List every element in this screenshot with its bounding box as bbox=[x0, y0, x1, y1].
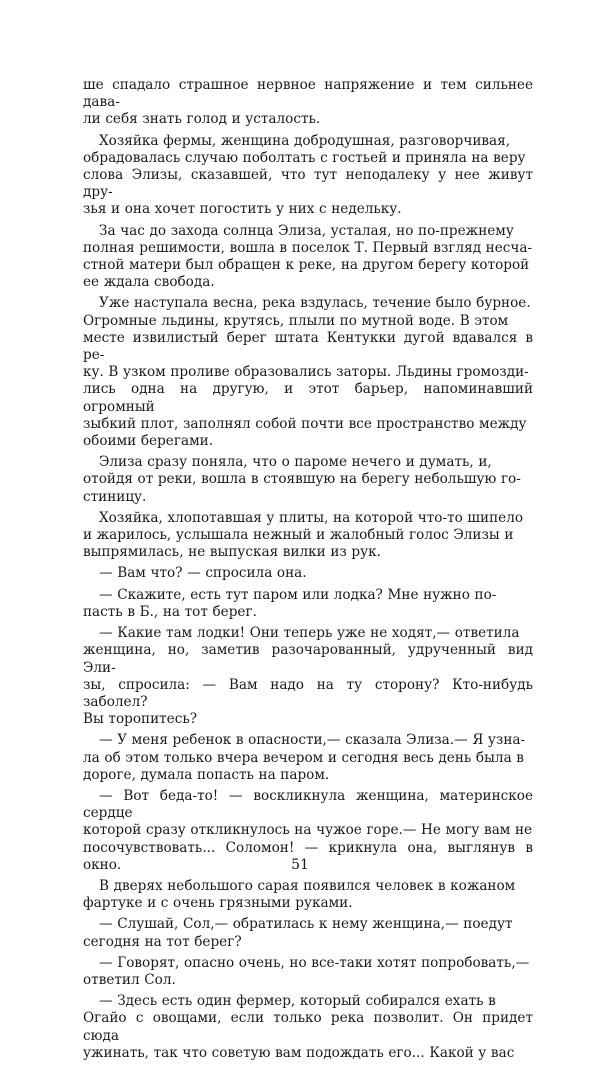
paragraph-7: — Вам что? — спросила она. bbox=[99, 565, 307, 582]
paragraph-1: ше спадало страшное нервное напряжение и тем сильнее дава- ли себя знать голод и усталость. bbox=[83, 77, 533, 128]
page-body bbox=[83, 77, 533, 1066]
paragraph-3: За час до захода солнца Элиза, усталая, но по-прежнему полная решимости, вошла в поселок Т. Первый взгляд несча- стной матери был обращен к реке, на другом берегу которой ее ждала свобода. bbox=[83, 222, 533, 291]
paragraph-9: — Какие там лодки! Они теперь уже не ходят,— ответила женщина, но, заметив разочарованный, удрученный вид Эли- зы, спросила: — Вам надо на ту сторону? Кто-нибудь заболел? Вы торопитесь? bbox=[83, 625, 533, 728]
paragraph-4: Уже наступала весна, река вздулась, течение было бурное. Огромные льдины, крутясь, плыли по мутной воде. В этом месте извилистый берег штата Кентукки дугой вдавался в ре- ку. В узком проливе образовались заторы. Льдины громозди- лись одна на другую, и этот барьер, напоминавший огромный зыбкий плот, заполнял собой почти все пространство между обоими берегами. bbox=[83, 295, 533, 450]
paragraph-11: — Вот беда-то! — воскликнула женщина, материнское сердце которой сразу откликнулось на чужое горе.— Не могу вам не посочувствовать... Соломон! — крикнула она, выглянув в окно. bbox=[83, 787, 533, 873]
paragraph-15: — Здесь есть один фермер, который собирался ехать в Огайо с овощами, если только река позволит. Он придет сюда ужинать, так что советую вам подождать его... Какой у вас bbox=[83, 993, 533, 1061]
paragraph-14: — Говорят, опасно очень, но все-таки хотят попробовать,— ответил Сол. bbox=[83, 954, 530, 988]
page-number: 51 bbox=[291, 857, 309, 873]
paragraph-5: Элиза сразу поняла, что о пароме нечего и думать, и, отойдя от реки, вошла в стоявшую на берегу небольшую го- стиницу. bbox=[83, 454, 521, 505]
paragraph-10: — У меня ребенок в опасности,— сказала Элиза.— Я узна- ла об этом только вчера вечером и сегодня весь день была в дороге, думала попасть на паром. bbox=[83, 732, 526, 783]
paragraph-13: — Слушай, Сол,— обратилась к нему женщина,— поедут сегодня на тот берег? bbox=[83, 916, 513, 950]
paragraph-8: — Скажите, есть тут паром или лодка? Мне нужно по- пасть в Б., на тот берег. bbox=[83, 586, 497, 620]
paragraph-6: Хозяйка, хлопотавшая у плиты, на которой что-то шипело и жарилось, услышала нежный и жалобный голос Элизы и выпрямилась, не выпуская вилки из рук. bbox=[83, 509, 524, 561]
paragraph-12: В дверях небольшого сарая появился человек в кожаном фартуке и с очень грязными руками. bbox=[83, 877, 516, 912]
paragraph-2: Хозяйка фермы, женщина добродушная, разговорчивая, обрадовалась случаю поболтать с гостьей и приняла на веру слова Элизы, сказавшей, что тут неподалеку у нее живут дру- зья и она хочет погостить у них с недельку. bbox=[83, 132, 533, 218]
